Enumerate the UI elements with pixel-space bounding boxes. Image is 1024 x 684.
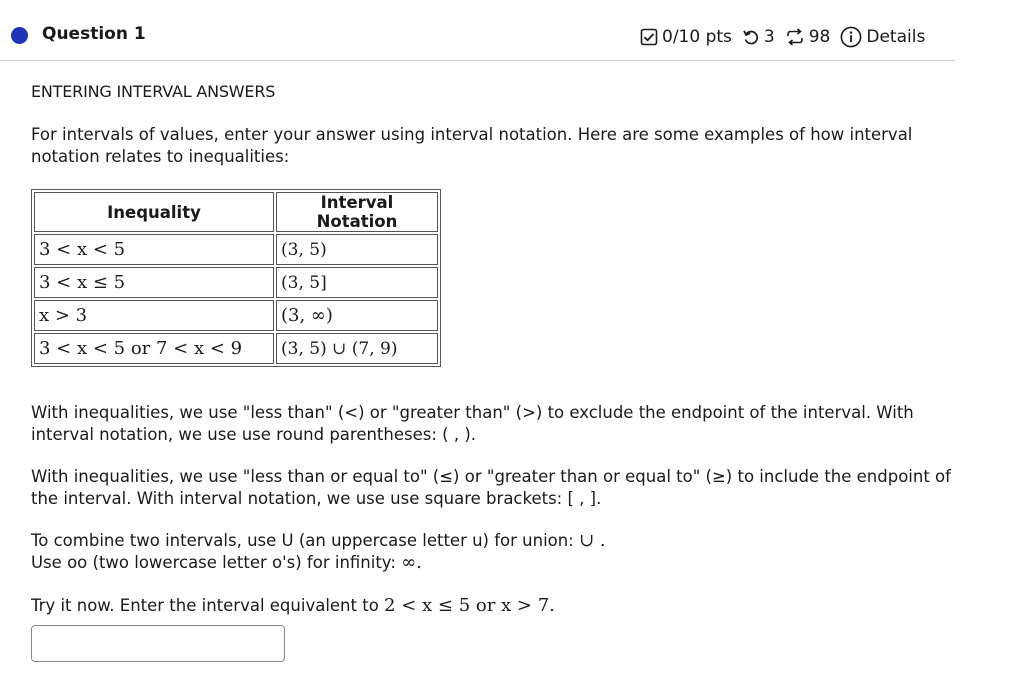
table-row — [34, 234, 438, 265]
info-icon — [840, 26, 862, 48]
attempts-group — [785, 27, 831, 47]
question-meta — [640, 26, 925, 48]
union-symbol: ∪ . — [579, 530, 606, 551]
retries-count: 3 — [763, 27, 775, 47]
infinity-line — [31, 552, 951, 574]
interval-cell: (3, 5) ∪ (7, 9) — [276, 333, 438, 364]
examples-table — [31, 189, 441, 367]
inequality-cell: 3 < x ≤ 5 — [34, 267, 274, 298]
union-text: To combine two intervals, use U (an uppercase letter u) for union: — [31, 531, 574, 550]
question-header — [0, 0, 955, 61]
header-interval-notation: Interval Notation — [276, 192, 438, 232]
score-text: 0/10 pts — [662, 27, 732, 47]
header-inequality: Inequality — [34, 192, 274, 232]
table-row — [34, 333, 438, 364]
checkbox-icon — [640, 28, 658, 46]
repeat-icon — [785, 28, 805, 46]
symbols-paragraph — [31, 530, 951, 574]
interval-cell: (3, ∞) — [276, 300, 438, 331]
attempts-count: 98 — [808, 27, 831, 47]
score-group — [640, 27, 732, 47]
inequality-cell: 3 < x < 5 or 7 < x < 9 — [34, 333, 274, 364]
answer-input[interactable] — [31, 625, 285, 662]
infinity-text: Use oo (two lowercase letter o's) for infinity: — [31, 553, 396, 572]
section-heading: ENTERING INTERVAL ANSWERS — [31, 82, 276, 101]
details-label: Details — [866, 27, 926, 47]
retries-group — [742, 27, 775, 47]
interval-cell: (3, 5] — [276, 267, 438, 298]
try-it-prompt — [31, 595, 951, 617]
table-header-row — [34, 192, 438, 232]
question-title: Question 1 — [42, 24, 146, 44]
inequality-cell: 3 < x < 5 — [34, 234, 274, 265]
table-row — [34, 300, 438, 331]
include-paragraph: With inequalities, we use "less than or equal to" (≤) or "greater than or equal to" (≥) to include the endpoint of the interval. With interval notation, we use use square brackets: [ , ]. — [31, 467, 951, 508]
infinity-symbol: ∞. — [401, 552, 422, 573]
table-row — [34, 267, 438, 298]
union-line — [31, 530, 951, 552]
intro-paragraph: For intervals of values, enter your answer using interval notation. Here are some examples of how interval notation relates to inequalities: — [31, 125, 913, 166]
inequality-cell: x > 3 — [34, 300, 274, 331]
try-it-math: 2 < x ≤ 5 or x > 7. — [384, 595, 555, 616]
try-it-text: Try it now. Enter the interval equivalent to — [31, 596, 379, 615]
exclude-paragraph: With inequalities, we use "less than" (<) or "greater than" (>) to exclude the endpoint of the interval. With interval notation, we use use round parentheses: ( , ). — [31, 403, 914, 444]
undo-icon — [742, 28, 760, 46]
interval-cell: (3, 5) — [276, 234, 438, 265]
details-button[interactable] — [840, 26, 925, 48]
question-status-dot — [11, 27, 28, 44]
